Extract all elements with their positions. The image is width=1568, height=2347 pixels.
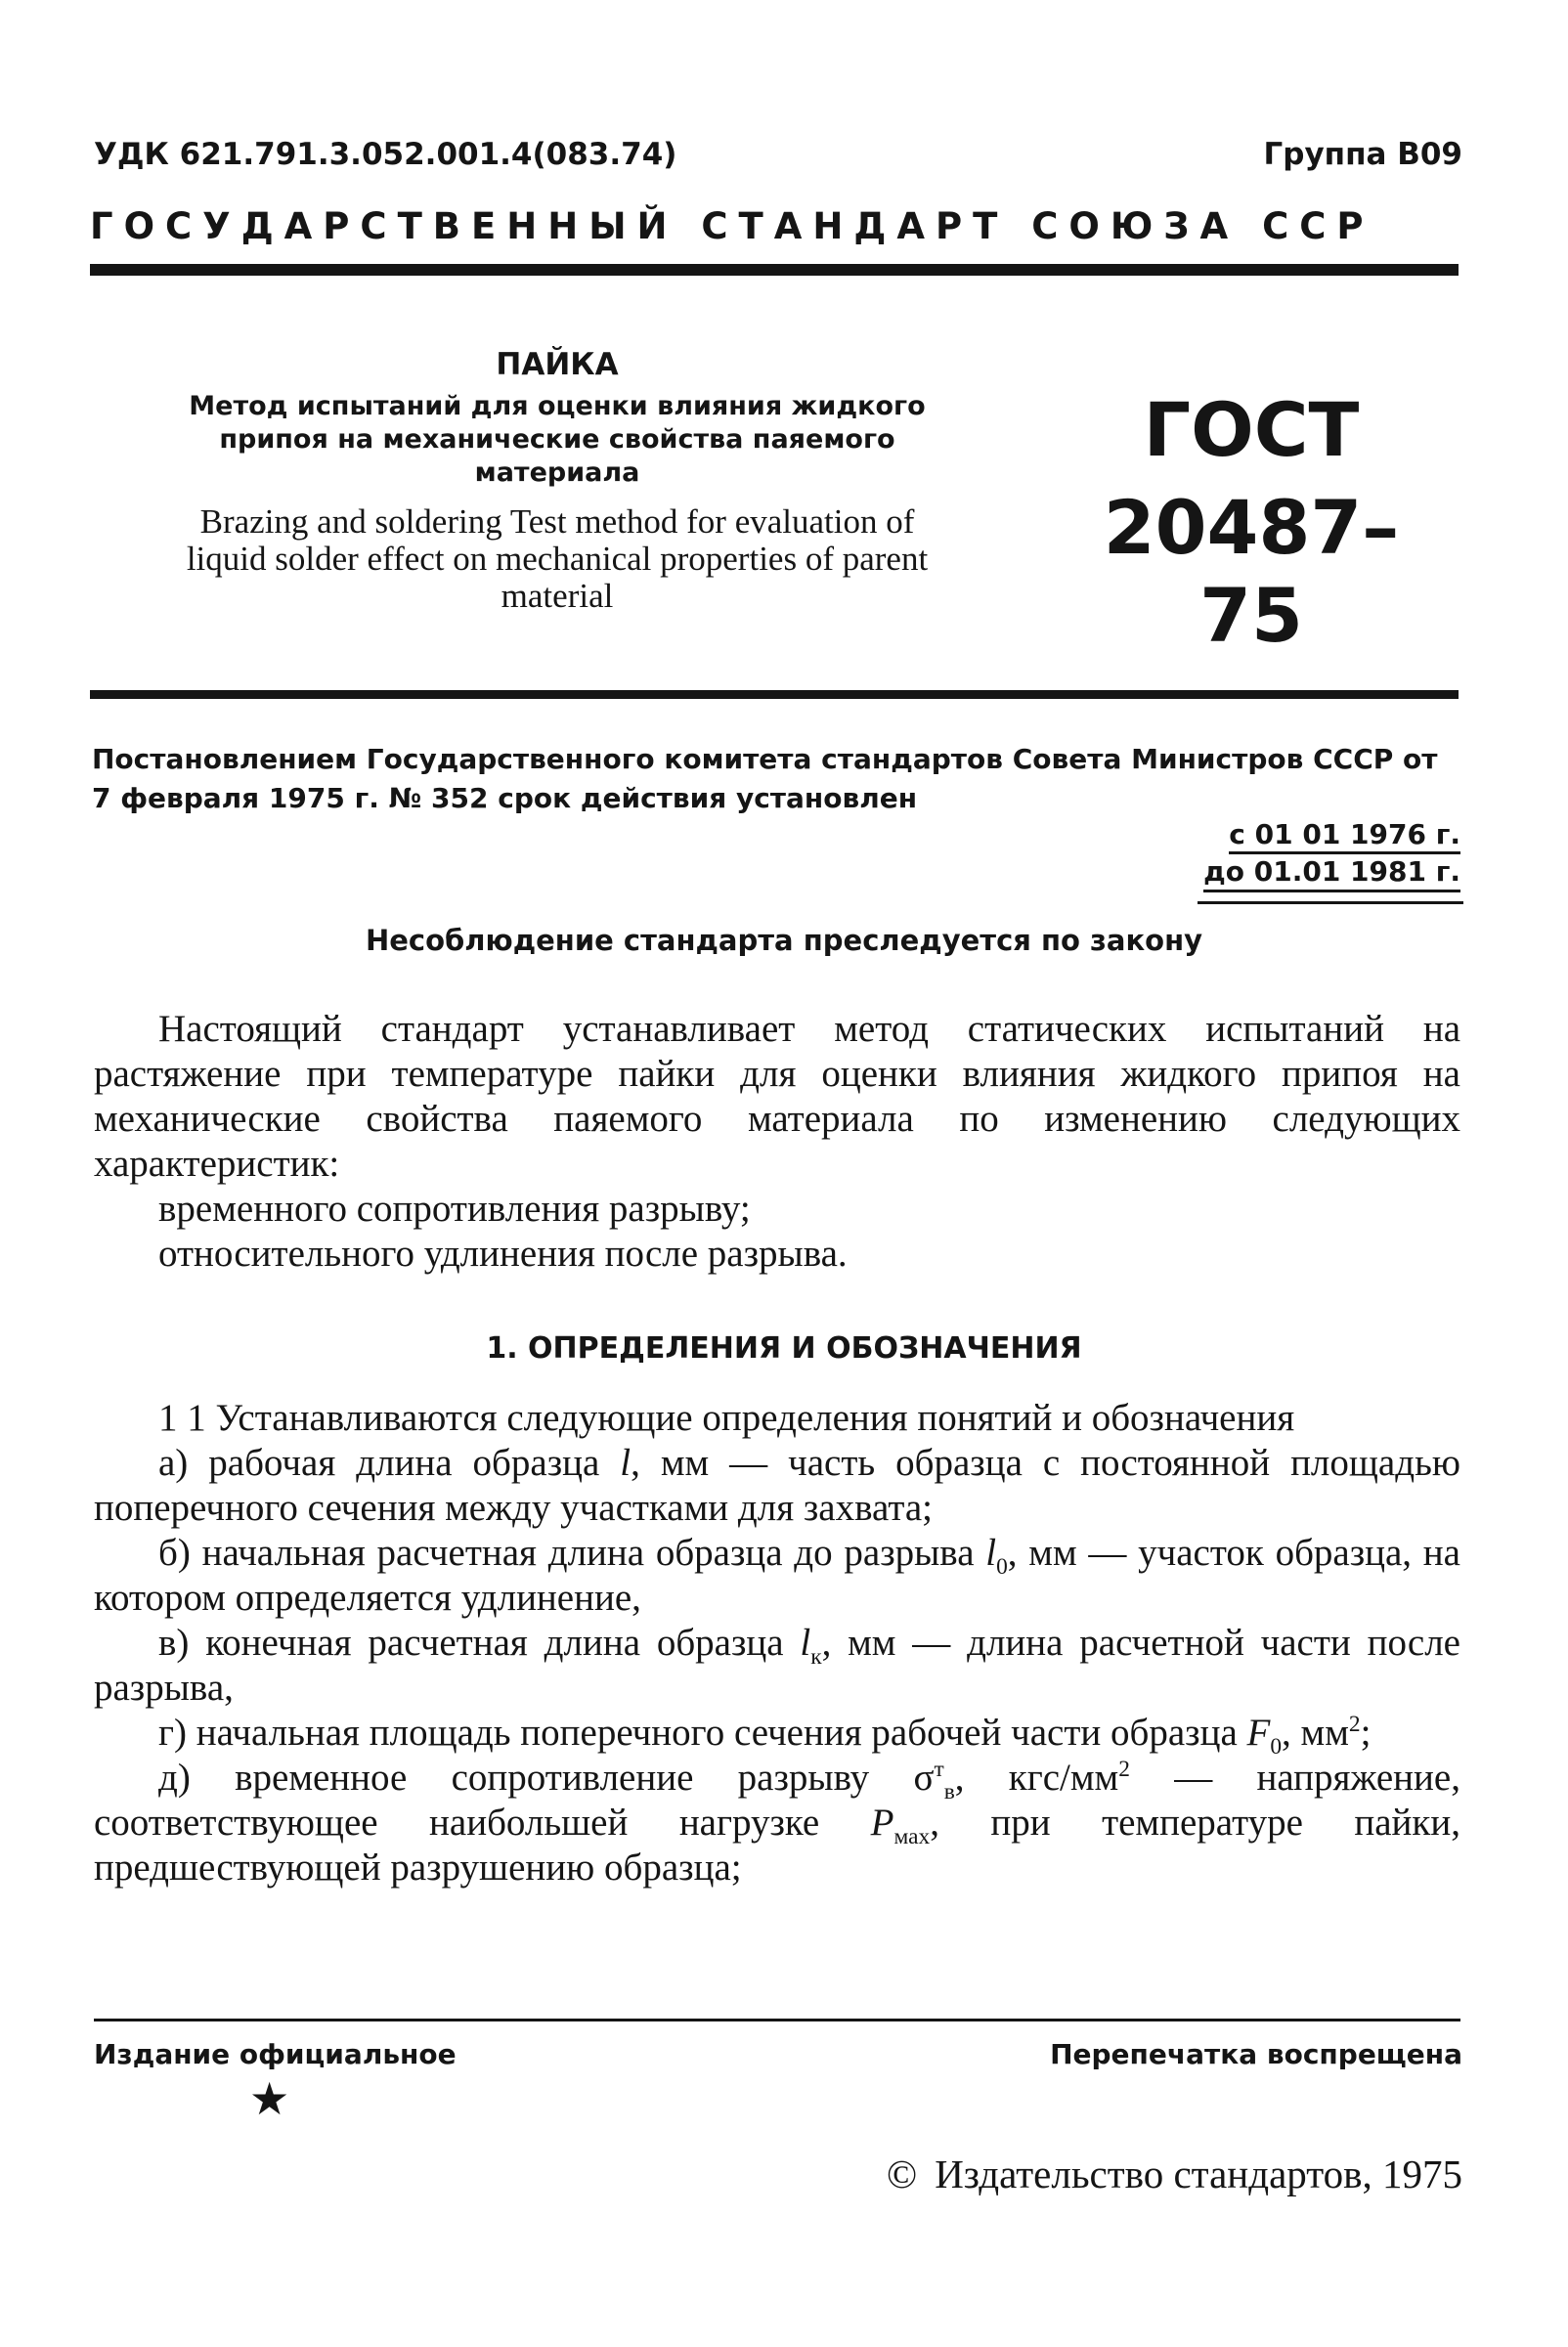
document-title: ПАЙКА (496, 347, 619, 382)
definition-b: б) начальная расчетная длина образца до разрыва $l_0$, мм — участок образца, на котором определяется удлинение, (94, 1532, 1460, 1619)
gost-label: ГОСТ (1143, 386, 1360, 473)
group-code: Группа В09 (1263, 137, 1462, 172)
publisher-line (887, 2151, 1462, 2197)
definition-e: д) временное сопротивление разрыву $\sigma^т_в$, кгс/$мм^2$ — напряжение, соответствующее наибольшей нагрузке $P_{мах}$, при температуре пайки, предшествующей разрушению образца; (94, 1757, 1460, 1889)
middle-rule (90, 690, 1459, 699)
udk-code: УДК 621.791.3.052.001.4(083.74) (94, 137, 677, 172)
publisher-name: Издательство стандартов, 1975 (935, 2151, 1462, 2196)
gost-number: 20487–75 (1103, 484, 1400, 659)
validity-dates (1203, 816, 1460, 891)
title-block (156, 347, 958, 615)
date-to: до 01.01 1981 г. (1203, 855, 1460, 892)
decree-text: Постановлением Государственного комитета стандартов Совета Министров СССР от 7 февраля 1975 г. № 352 срок действия установлен (92, 743, 1438, 814)
law-notice: Несоблюдение стандарта преследуется по закону (365, 924, 1203, 957)
section-heading: 1. ОПРЕДЕЛЕНИЯ И ОБОЗНАЧЕНИЯ (486, 1331, 1082, 1366)
state-standard-heading: ГОСУДАРСТВЕННЫЙ СТАНДАРТ СОЮЗА ССР (90, 205, 1374, 247)
gost-designation (1056, 386, 1447, 660)
intro-section (94, 1007, 1460, 1277)
definition-d: г) начальная площадь поперечного сечения рабочей части образца $F_0$, $мм^2$; (158, 1712, 1372, 1760)
definition-a: а) рабочая длина образца l, мм — часть образца с постоянной площадью поперечного сечения между участками для захвата; (94, 1442, 1461, 1529)
definitions (94, 1396, 1460, 1891)
document-subtitle: Метод испытаний для оценки влияния жидкого припоя на механические свойства паяемого материала (189, 391, 926, 488)
copyright-icon: © (887, 2151, 918, 2196)
intro-paragraph: Настоящий стандарт устанавливает метод статических испытаний на растяжение при температуре пайки для оценки влияния жидкого припоя на механические свойства паяемого материала по изменению следующих характеристик: (94, 1008, 1460, 1185)
intro-item-2: относительного удлинения после разрыва. (158, 1233, 848, 1275)
english-title: Brazing and soldering Test method for evaluation of liquid solder effect on mechanical properties of parent material (186, 502, 929, 615)
footer-rule (94, 2019, 1460, 2021)
date-from: с 01 01 1976 г. (1229, 818, 1460, 854)
official-edition: Издание официальное (94, 2038, 457, 2070)
star-icon: ★ (249, 2074, 290, 2124)
intro-item-1: временного сопротивления разрыву; (158, 1188, 751, 1230)
definition-c: в) конечная расчетная длина образца $l_к$, мм — длина расчетной части после разрыва, (94, 1622, 1460, 1709)
dates-rule (1198, 901, 1463, 904)
clause-1-1: 1 1 Устанавливаются следующие определения понятий и обозначения (158, 1397, 1295, 1439)
top-rule (90, 264, 1459, 276)
reprint-prohibited: Перепечатка воспрещена (1050, 2038, 1462, 2070)
